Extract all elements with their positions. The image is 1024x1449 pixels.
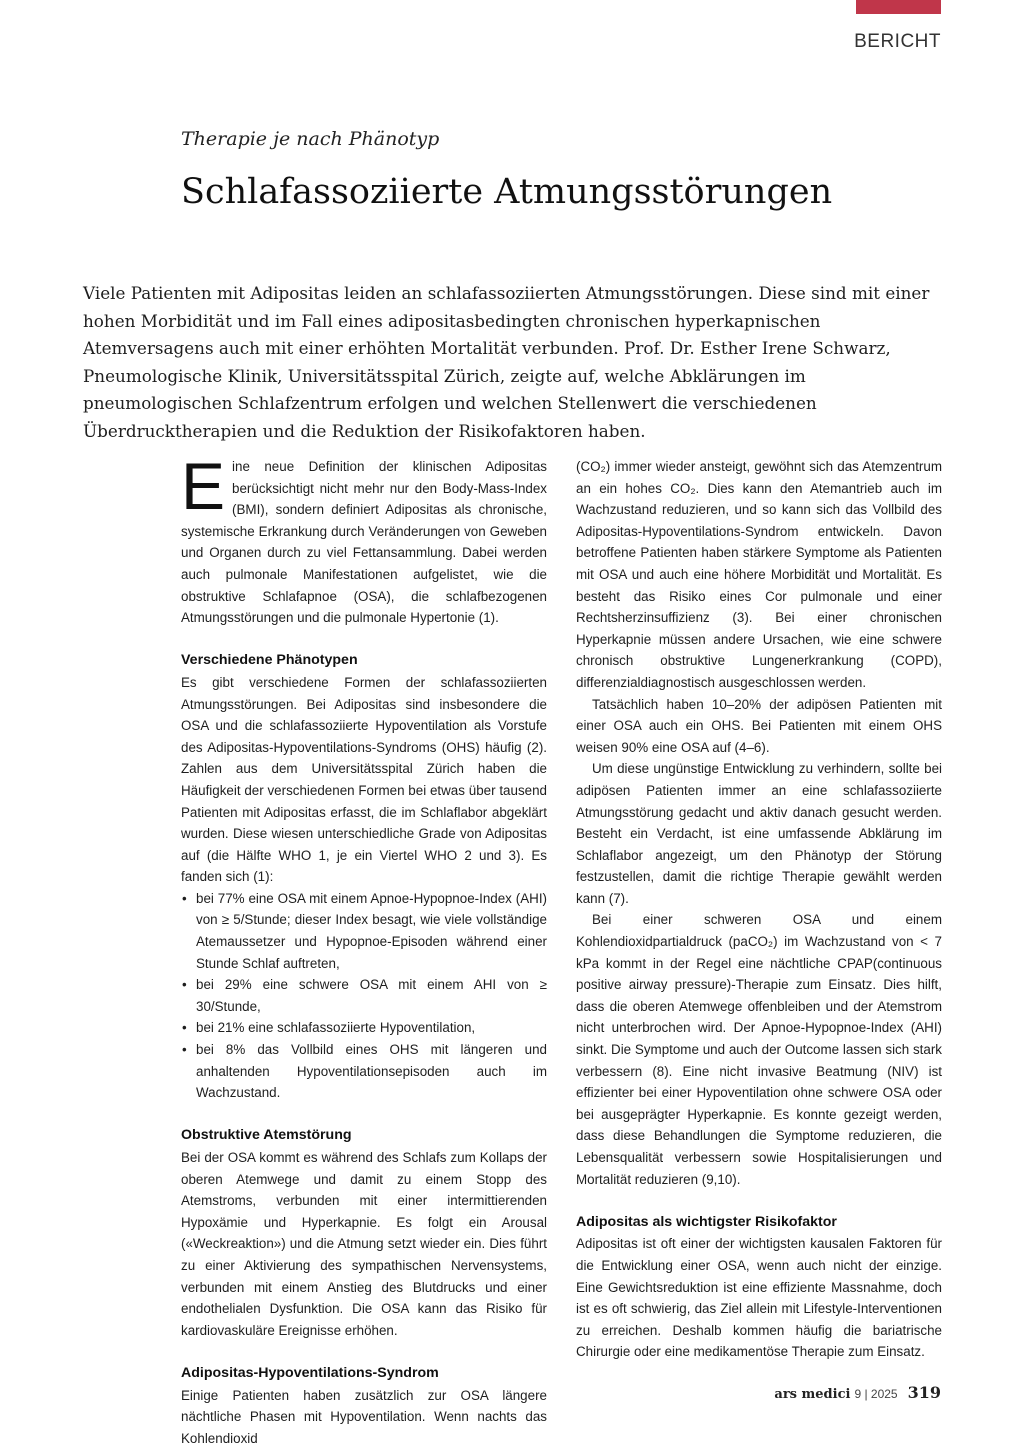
paragraph: Adipositas ist oft einer der wichtigsten kausalen Faktoren für die Entwicklung einer OSA, wenn auch nicht der einzige. Eine Gewichtsreduktion ist eine effiziente Massnahme, doch ist es oft schwierig, das Ziel allein mit Lifestyle-Interventionen zu erreichen. Deshalb kommen häufig die bariatrische Chirurgie oder eine medikamentöse Therapie zum Einsatz. bbox=[576, 1236, 942, 1360]
accent-bar bbox=[856, 0, 941, 14]
subheading-obstruktive-atemstoerung: Obstruktive Atemstörung bbox=[181, 1127, 352, 1144]
article-lead: Viele Patienten mit Adipositas leiden an schlafassoziierten Atmungsstörungen. Diese sind mit einer hohen Morbidität und im Fall eines adipositasbedingten chronischen hyperkapnischen Atemversagens auch mit einer erhöhten Mortalität verbunden. Prof. Dr. Esther Irene Schwarz, Pneumologische Klinik, Universitätsspital Zürich, zeigte auf, welche Abklärungen im pneumologischen Schlafzentrum erfolgen und welchen Stellenwert die verschiedenen Überdrucktherapien und die Reduktion der Risikofaktoren haben. bbox=[83, 283, 930, 441]
paragraph: (CO₂) immer wieder ansteigt, gewöhnt sich das Atemzentrum an ein hohes CO₂. Dies kann den Atemantrieb auch im Wachzustand reduzieren, und so kann sich das Vollbild des Adipositas-Hypoventilations-Syndrom entwickeln. Davon betroffene Patienten haben stärkere Symptome als Patienten mit OSA und auch eine höhere Morbidität und Mortalität. Es besteht das Risiko eines Cor pulmonale und einer Rechtsherzinsuffizienz (3). Bei einer chronischen Hyperkapnie müssen andere Ursachen, wie eine schwere chronisch obstruktive Lungenerkrankung (COPD), differenzialdiagnostisch ausgeschlossen werden. bbox=[576, 459, 942, 690]
paragraph: Es gibt verschiedene Formen der schlafassoziierten Atmungsstörungen. Bei Adipositas sind insbesondere die OSA und die schlafassoziierte Hypoventilation als Vorstufe des Adipositas-Hypoventilations-Syndroms (OHS) häufig (2). Zahlen aus dem Universitätsspital Zürich haben die Häufigkeit der verschiedenen Formen bei etwas über tausend Patienten mit Adipositas erfasst, die im Schlaflabor abgeklärt wurden. Diese wiesen unterschiedliche Grade von Adipositas auf (die Hälfte WHO 1, je ein Viertel WHO 2 und 3). Es fanden sich (1): bbox=[181, 674, 547, 885]
subheading-ohs: Adipositas-Hypoventilations-Syndrom bbox=[181, 1364, 439, 1381]
drop-cap: E bbox=[181, 449, 226, 523]
paragraph: Tatsächlich haben 10–20% der adipösen Patienten mit einer OSA auch ein OHS. Bei Patienten mit einem OHS weisen 90% eine OSA auf (4–6). bbox=[576, 696, 942, 755]
section-label: BERICHT bbox=[854, 31, 941, 52]
intro-text: ine neue Definition der klinischen Adipositas berücksichtigt nicht mehr nur den Body-Mass-Index (BMI), sondern definiert Adipositas als chronische, systemische Erkrankung durch Veränderungen von Geweben und Organen durch zu viel Fettansammlung. Dabei werden auch pulmonale Manifestationen aufgelistet, wie die obstruktive Schlafapnoe (OSA), die schlafbezogenen Atmungsstörungen und die pulmonale Hypertonie (1). bbox=[181, 459, 547, 626]
list-item: • bei 21% eine schlafassoziierte Hypoventilation, bbox=[181, 1017, 547, 1039]
page-footer bbox=[774, 1383, 941, 1402]
list-item: • bei 29% eine schwere OSA mit einem AHI von ≥ 30/Stunde, bbox=[181, 974, 547, 1017]
paragraph: Einige Patienten haben zusätzlich zur OSA längere nächtliche Phasen mit Hypoventilation. Wenn nachts das Kohlendioxid bbox=[181, 1387, 547, 1446]
subheading-risikofaktor: Adipositas als wichtigster Risikofaktor bbox=[576, 1213, 837, 1230]
paragraph: Um diese ungünstige Entwicklung zu verhindern, sollte bei adipösen Patienten immer an eine schlafassoziierte Atmungsstörung gedacht und aktiv danach gesucht werden. Besteht ein Verdacht, ist eine umfassende Abklärung im Schlaflabor angezeigt, um den Phänotyp der Störung festzustellen, damit die richtige Therapie gewählt werden kann (7). bbox=[576, 761, 942, 906]
list-item: • bei 77% eine OSA mit einem Apnoe-Hypopnoe-Index (AHI) von ≥ 5/Stunde; dieser Index besagt, wie viele vollständige Atemaussetzer und Hypopnoe-Episoden während einer Stunde Schlaf auftreten, bbox=[181, 888, 547, 974]
text-column-right bbox=[576, 456, 942, 1363]
paragraph: Bei der OSA kommt es während des Schlafs zum Kollaps der oberen Atemwege und damit zu einem Stopp des Atemstroms, verbunden mit einer intermittierenden Hypoxämie und Hyperkapnie. Es folgt ein Arousal («Weckreaktion») und die Atmung setzt wieder ein. Dies führt zu einer Aktivierung des sympathischen Nervensystems, verbunden mit einem Anstieg des Blutdrucks und einer endothelialen Dysfunktion. Die OSA kann das Risiko für kardiovaskuläre Ereignisse erhöhen. bbox=[181, 1150, 547, 1338]
subheading-phaenotypen: Verschiedene Phänotypen bbox=[181, 652, 358, 669]
article-title: Schlafassoziierte Atmungsstörungen bbox=[181, 172, 833, 212]
list-item: • bei 8% das Vollbild eines OHS mit längeren und anhaltenden Hypoventilationsepisoden auch im Wachzustand. bbox=[181, 1039, 547, 1104]
magazine-name: ars medici bbox=[774, 1387, 851, 1402]
article-kicker: Therapie je nach Phänotyp bbox=[181, 128, 440, 150]
findings-list bbox=[181, 888, 547, 1104]
paragraph: Bei einer schweren OSA und einem Kohlendioxidpartialdruck (paCO₂) im Wachzustand von < 7 kPa kommt in der Regel eine nächtliche CPAP(continuous positive airway pressure)-Therapie zum Einsatz. Dies hilft, dass die oberen Atemwege offenbleiben und der Atemstrom nicht unterbrochen wird. Der Apnoe-Hypopnoe-Index (AHI) sinkt. Die Symptome und auch der Outcome lassen sich stark verbessern (8). Eine nicht invasive Beatmung (NIV) ist effizienter bei einer Hypoventilation ohne schwere OSA oder bei ausgeprägter Hyperkapnie. Es konnte gezeigt werden, dass diese Behandlungen die Symptome reduzieren, die Lebensqualität verbessern sowie Hospitalisierungen und Mortalität reduzieren (9,10). bbox=[576, 912, 942, 1187]
page-number: 319 bbox=[907, 1383, 941, 1402]
issue-number: 9 | 2025 bbox=[854, 1387, 898, 1401]
text-column-left bbox=[181, 449, 547, 1449]
intro-paragraph bbox=[181, 449, 547, 629]
